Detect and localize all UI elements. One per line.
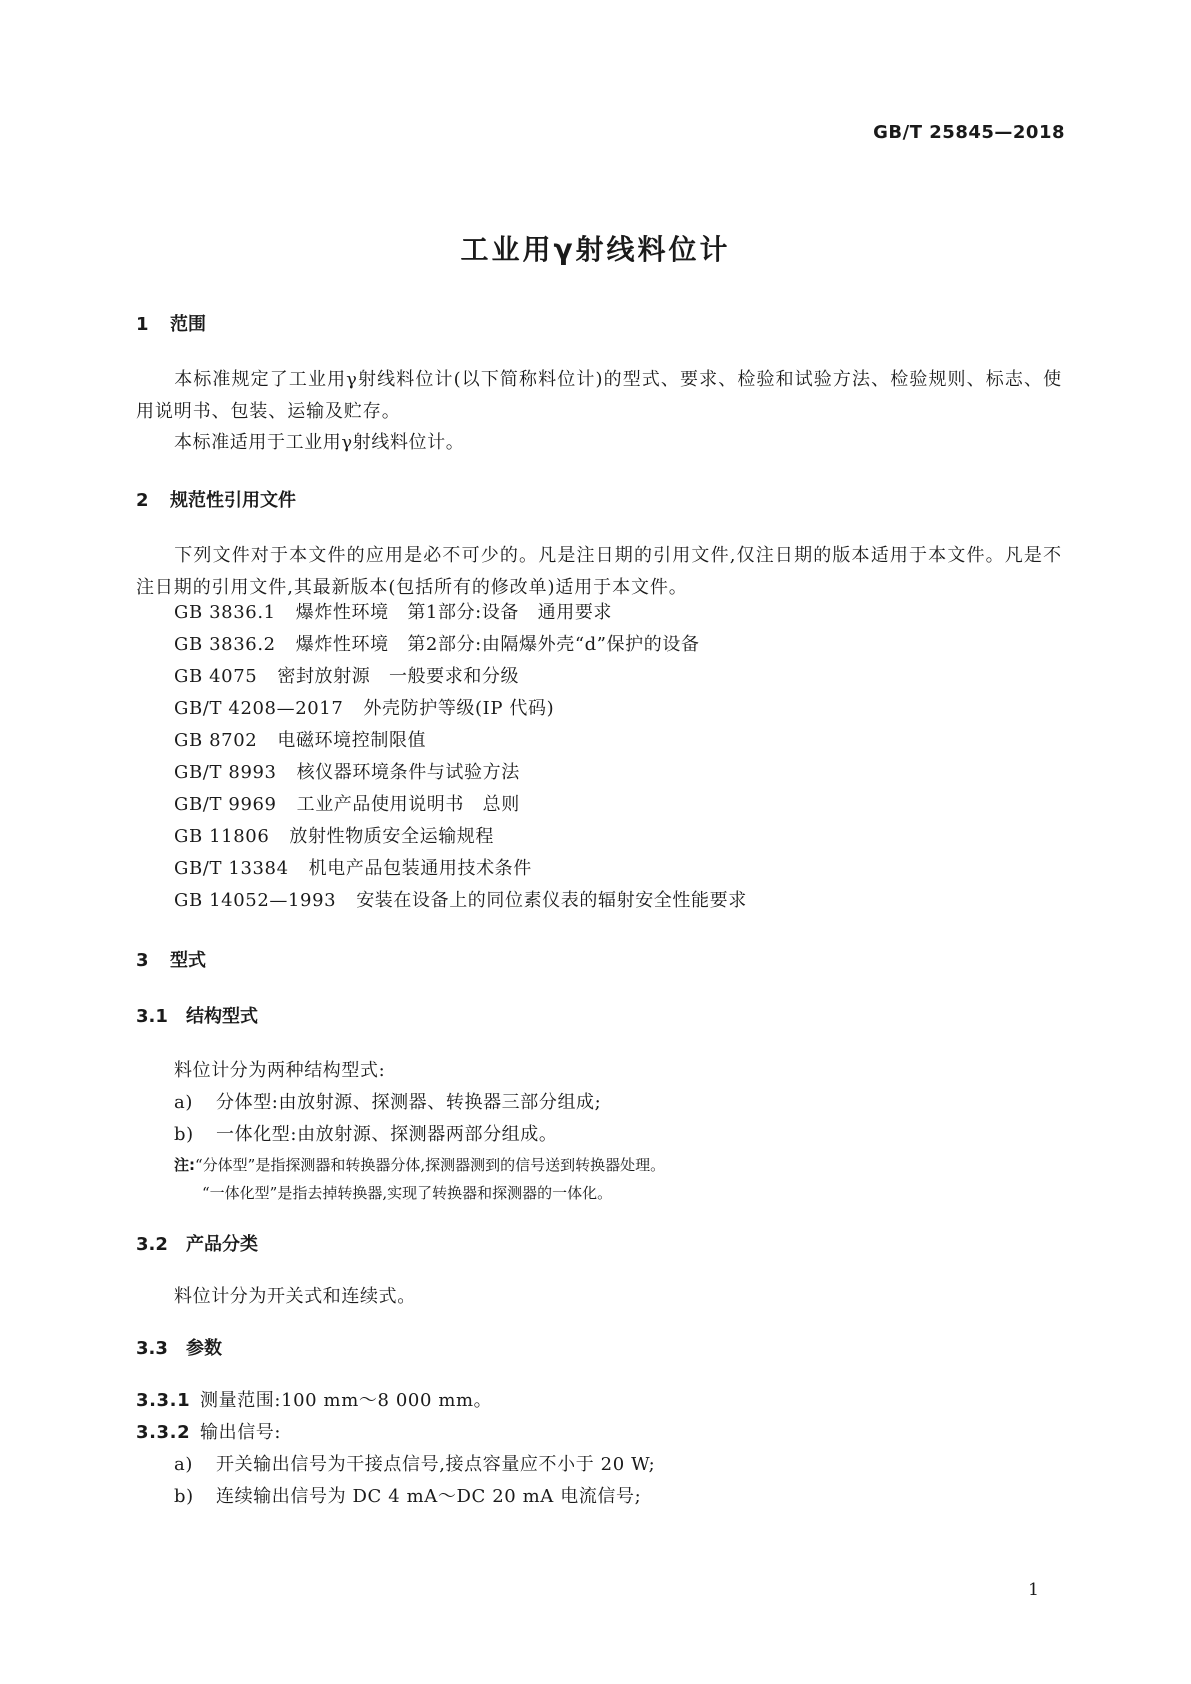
list-marker: b) [174, 1124, 194, 1145]
reference-title: 核仪器环境条件与试验方法 [296, 762, 520, 783]
section-1-heading [136, 310, 206, 336]
reference-item [174, 822, 494, 848]
subsection-number: 3.3 [136, 1338, 168, 1359]
note-label: 注: [174, 1156, 195, 1174]
reference-title: 工业产品使用说明书 总则 [296, 794, 520, 815]
reference-title: 机电产品包装通用技术条件 [308, 858, 532, 879]
reference-item [174, 854, 532, 880]
reference-item [174, 694, 554, 720]
note-text: “分体型”是指探测器和转换器分体,探测器测到的信号送到转换器处理。 [195, 1156, 666, 1174]
section-number: 1 [136, 314, 149, 335]
section-title: 型式 [170, 950, 206, 971]
list-item [174, 1482, 641, 1508]
reference-code: GB/T 9969 [174, 794, 277, 815]
reference-title: 爆炸性环境 第2部分:由隔爆外壳“d”保护的设备 [295, 634, 700, 655]
standard-code: GB/T 25845—2018 [873, 122, 1065, 143]
list-text: 开关输出信号为干接点信号,接点容量应不小于 20 W; [216, 1454, 656, 1475]
section-3-2-text: 料位计分为开关式和连续式。 [174, 1286, 416, 1307]
reference-code: GB/T 8993 [174, 762, 277, 783]
subsection-title: 结构型式 [186, 1006, 258, 1027]
section-1-paragraph-2: 本标准适用于工业用γ射线料位计。 [174, 432, 465, 453]
reference-item [174, 790, 520, 816]
reference-title: 放射性物质安全运输规程 [289, 826, 494, 847]
reference-title: 密封放射源 一般要求和分级 [277, 666, 520, 687]
reference-item [174, 758, 520, 784]
list-item [174, 1088, 601, 1114]
clause-number: 3.3.2 [136, 1422, 191, 1443]
reference-title: 外壳防护等级(IP 代码) [363, 698, 555, 719]
subsection-title: 参数 [186, 1338, 222, 1359]
list-marker: a) [174, 1092, 193, 1113]
clause-number: 3.3.1 [136, 1390, 191, 1411]
list-item [174, 1120, 557, 1146]
section-3-3-2 [136, 1418, 281, 1444]
section-1-paragraph-1 [136, 364, 1062, 428]
reference-code: GB 8702 [174, 730, 258, 751]
section-3-2-heading [136, 1230, 258, 1256]
reference-title: 爆炸性环境 第1部分:设备 通用要求 [295, 602, 613, 623]
clause-text: 测量范围:100 mm～8 000 mm。 [200, 1390, 493, 1411]
section-3-1-intro: 料位计分为两种结构型式: [174, 1060, 386, 1081]
reference-item [174, 726, 426, 752]
reference-item [174, 662, 519, 688]
list-text: 分体型:由放射源、探测器、转换器三部分组成; [216, 1092, 602, 1113]
reference-item [174, 630, 700, 656]
subsection-number: 3.1 [136, 1006, 168, 1027]
subsection-number: 3.2 [136, 1234, 168, 1255]
section-3-heading [136, 946, 206, 972]
reference-code: GB 11806 [174, 826, 270, 847]
reference-code: GB/T 13384 [174, 858, 289, 879]
list-marker: a) [174, 1454, 193, 1475]
paragraph-text: 本标准规定了工业用γ射线料位计(以下简称料位计)的型式、要求、检验和试验方法、检验规则、标志、使用说明书、包装、运输及贮存。 [136, 369, 1062, 422]
reference-item [174, 886, 747, 912]
reference-item [174, 598, 612, 624]
paragraph-text: 下列文件对于本文件的应用是必不可少的。凡是注日期的引用文件,仅注日期的版本适用于本文件。凡是不注日期的引用文件,其最新版本(包括所有的修改单)适用于本文件。 [136, 545, 1062, 598]
section-3-3-1 [136, 1386, 492, 1412]
list-text: 连续输出信号为 DC 4 mA～DC 20 mA 电流信号; [216, 1486, 642, 1507]
section-2-heading [136, 486, 296, 512]
section-number: 3 [136, 950, 149, 971]
document-title: 工业用γ射线料位计 [460, 233, 731, 266]
page-number: 1 [1028, 1580, 1039, 1600]
reference-title: 安装在设备上的同位素仪表的辐射安全性能要求 [356, 890, 747, 911]
section-number: 2 [136, 490, 149, 511]
reference-code: GB 3836.1 [174, 602, 276, 623]
section-title: 范围 [170, 314, 206, 335]
section-title: 规范性引用文件 [170, 490, 296, 511]
reference-code: GB/T 4208—2017 [174, 698, 344, 719]
list-text: 一体化型:由放射源、探测器两部分组成。 [216, 1124, 558, 1145]
reference-code: GB 4075 [174, 666, 258, 687]
list-item [174, 1450, 655, 1476]
list-marker: b) [174, 1486, 194, 1507]
note-continuation: “一体化型”是指去掉转换器,实现了转换器和探测器的一体化。 [202, 1184, 613, 1202]
reference-code: GB 3836.2 [174, 634, 276, 655]
note [174, 1154, 665, 1175]
reference-code: GB 14052—1993 [174, 890, 337, 911]
section-2-paragraph-1 [136, 540, 1062, 604]
section-3-3-heading [136, 1334, 222, 1360]
subsection-title: 产品分类 [186, 1234, 258, 1255]
section-3-1-heading [136, 1002, 258, 1028]
clause-text: 输出信号: [200, 1422, 282, 1443]
reference-title: 电磁环境控制限值 [277, 730, 427, 751]
